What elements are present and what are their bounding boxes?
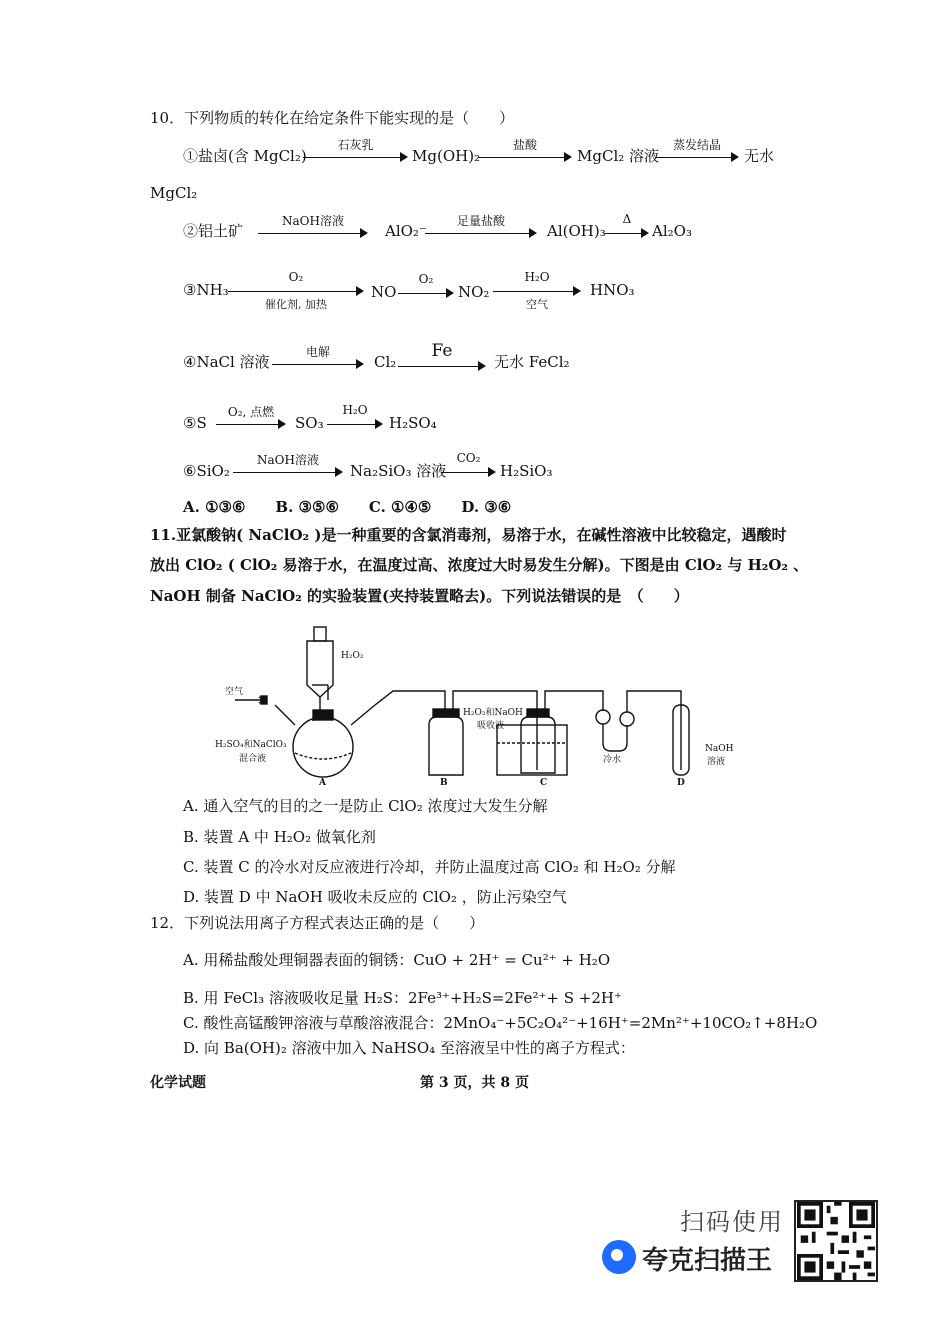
reaction-arrow: NaOH溶液	[258, 224, 368, 244]
reaction-arrow: O₂, 点燃	[216, 415, 286, 435]
q10-r1-wrap: MgCl₂	[150, 184, 198, 202]
fig-naoh-label-1: NaOH	[705, 744, 734, 754]
fig-naoh-label-2: 溶液	[707, 757, 726, 767]
q10-r4-start: ④NaCl 溶液	[183, 353, 270, 371]
reaction-arrow: NaOH溶液	[233, 463, 343, 483]
q10-r5-c: H₂SO₄	[389, 414, 437, 432]
q11-stem-line3: NaOH 制备 NaClO₂ 的实验装置(夹持装置略去)。下列说法错误的是 （ ）	[150, 587, 689, 605]
q10-r5-start: ⑤S	[183, 414, 207, 432]
q10-r3-c: NO₂	[458, 283, 490, 301]
q11-stem-line2: 放出 ClO₂ ( ClO₂ 易溶于水，在温度过高、浓度过大时易发生分解)。下图是由 ClO₂ 与 H₂O₂ 、	[150, 556, 809, 574]
fig-cold-water-label: 冷水	[603, 755, 622, 765]
reaction-arrow: 石灰乳	[303, 148, 408, 168]
scan-prompt: 扫码使用	[680, 1208, 784, 1236]
q10-r2-b: AlO₂⁻	[385, 222, 427, 240]
q10-r2-c: Al(OH)₃	[547, 222, 606, 240]
q12-option-b: B. 用 FeCl₃ 溶液吸收足量 H₂S：2Fe³⁺+H₂S=2Fe²⁺+ S +2H⁺	[183, 989, 622, 1007]
q10-r3-start: ③NH₃	[183, 281, 229, 299]
q10-r3-d: HNO₃	[590, 281, 635, 299]
q10-r1-c: MgCl₂ 溶液	[577, 147, 660, 165]
reaction-arrow: 足量盐酸	[425, 224, 537, 244]
reaction-arrow: 蒸发结晶	[655, 148, 739, 168]
brand-name: 夸克扫描王	[642, 1246, 773, 1276]
q10-r3-b: NO	[371, 283, 397, 301]
fig-mix-label-2: 混合液	[239, 754, 267, 764]
q12-option-a: A. 用稀盐酸处理铜器表面的铜锈：CuO + 2H⁺ = Cu²⁺ + H₂O	[183, 951, 611, 969]
lab-apparatus-diagram	[215, 625, 755, 790]
fig-label-a: A	[319, 778, 326, 788]
q12-option-c: C. 酸性高锰酸钾溶液与草酸溶液混合：2MnO₄⁻+5C₂O₄²⁻+16H⁺=2Mn²⁺+10CO₂↑+8H₂O	[183, 1014, 818, 1032]
q12-stem: 12．下列说法用离子方程式表达正确的是（ ）	[150, 914, 485, 932]
q10-r6-c: H₂SiO₃	[500, 462, 553, 480]
reaction-arrow: CO₂	[441, 463, 496, 483]
q10-r1-b: Mg(OH)₂	[412, 147, 481, 165]
fig-absorb-label-2: 吸收液	[477, 721, 505, 731]
q11-option-b: B. 装置 A 中 H₂O₂ 做氧化剂	[183, 828, 376, 846]
q10-r6-b: Na₂SiO₃ 溶液	[350, 462, 447, 480]
q10-r1-d: 无水	[744, 147, 775, 165]
reaction-arrow: Fe	[398, 357, 486, 377]
fig-absorb-label-1: H₂O₂和NaOH	[463, 708, 523, 718]
quark-logo-icon	[602, 1240, 636, 1274]
fig-label-b: B	[440, 778, 448, 788]
q10-r2-start: ②铝土矿	[183, 222, 244, 240]
reaction-arrow: H₂O 空气	[493, 282, 581, 302]
q10-r6-start: ⑥SiO₂	[183, 462, 230, 480]
fig-label-c: C	[540, 778, 548, 788]
reaction-arrow: 电解	[272, 355, 364, 375]
reaction-arrow: O₂ 催化剂, 加热	[228, 282, 364, 302]
q10-r4-c: 无水 FeCl₂	[494, 353, 570, 371]
fig-label-d: D	[677, 778, 685, 788]
q11-option-d: D. 装置 D 中 NaOH 吸收未反应的 ClO₂ ，防止污染空气	[183, 888, 567, 906]
q12-option-d: D. 向 Ba(OH)₂ 溶液中加入 NaHSO₄ 至溶液呈中性的离子方程式：	[183, 1039, 635, 1057]
q10-r2-d: Al₂O₃	[652, 222, 692, 240]
q11-option-c: C. 装置 C 的冷水对反应液进行冷却，并防止温度过高 ClO₂ 和 H₂O₂ 分解	[183, 858, 676, 876]
q10-r1-start: ①盐卤(含 MgCl₂)	[183, 147, 307, 165]
reaction-arrow: 盐酸	[478, 148, 572, 168]
fig-h2o2-label: H₂O₂	[341, 651, 364, 661]
reaction-arrow: H₂O	[327, 415, 383, 435]
q10-stem: 10．下列物质的转化在给定条件下能实现的是（ ）	[150, 109, 515, 127]
q11-option-a: A. 通入空气的目的之一是防止 ClO₂ 浓度过大发生分解	[183, 797, 548, 815]
q10-r4-b: Cl₂	[374, 353, 397, 371]
q10-r5-b: SO₃	[295, 414, 324, 432]
reaction-arrow: Δ	[605, 224, 649, 244]
reaction-arrow: O₂	[398, 284, 454, 304]
footer-subject: 化学试题	[150, 1075, 206, 1091]
qr-code-icon[interactable]	[794, 1200, 878, 1282]
q10-options: A. ①③⑥ B. ③⑤⑥ C. ①④⑤ D. ③⑥	[183, 498, 512, 516]
q11-stem-line1: 11.亚氯酸钠( NaClO₂ )是一种重要的含氯消毒剂，易溶于水，在碱性溶液中比较稳定，遇酸时	[150, 526, 787, 544]
footer-page-number: 第 3 页，共 8 页	[420, 1075, 529, 1091]
fig-mix-label-1: H₂SO₄和NaClO₃	[215, 740, 287, 750]
fig-air-label: 空气	[225, 687, 244, 697]
